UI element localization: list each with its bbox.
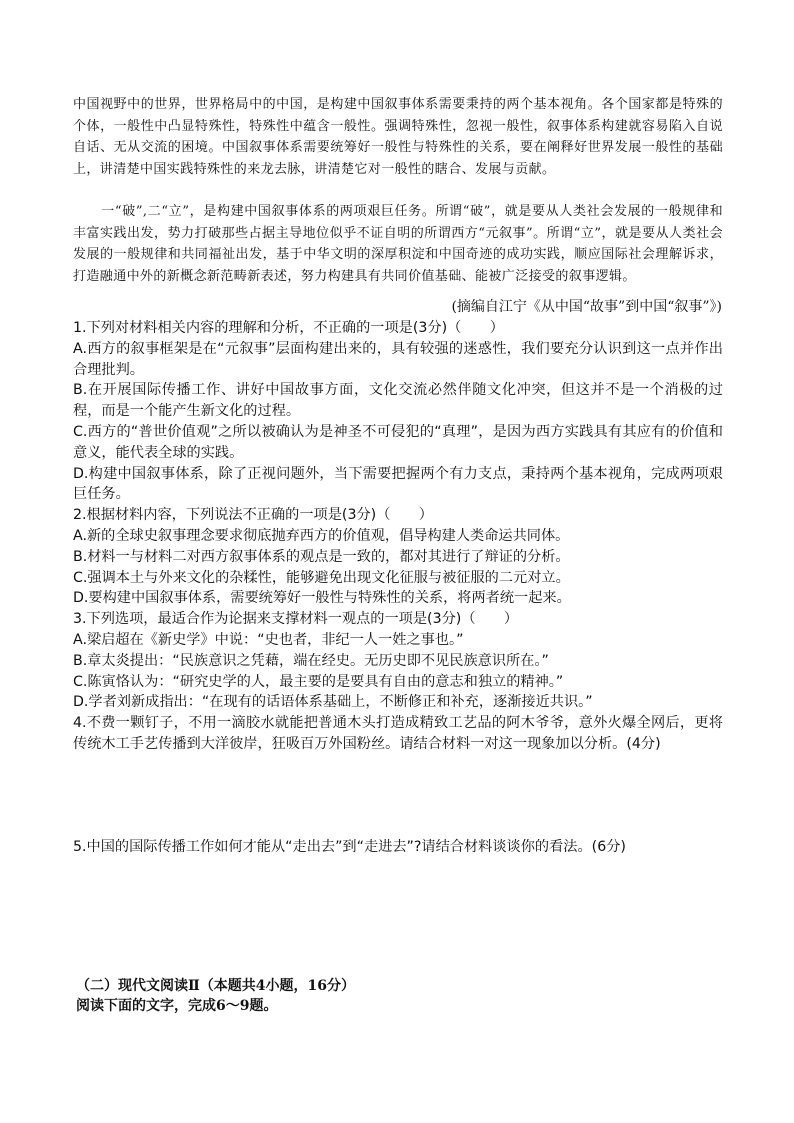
question-4: 4.不费一颗钉子，不用一滴胶水就能把普通木头打造成精致工艺品的阿木爷爷，意外火爆全网后，更将传统木工手艺传播到大洋彼岸，狂吸百万外国粉丝。请结合材料一对这一现象加以分析。(4分) — [73, 715, 723, 752]
section-title: （二）现代文阅读Ⅱ（本题共4小题，16分） — [76, 978, 356, 994]
question-1-stem: 1.下列对材料相关内容的理解和分析，不正确的一项是(3分)（ ） — [73, 320, 504, 336]
question-3-stem: 3.下列选项，最适合作为论据来支撑材料一观点的一项是(3分)（ ） — [73, 611, 519, 628]
question-1-option-b: B.在开展国际传播工作、讲好中国故事方面，文化交流必然伴随文化冲突，但这并不是一个消极的过程，而是一个能产生新文化的过程。 — [73, 382, 723, 420]
question-5: 5.中国的国际传播工作如何才能从“走出去”到“走进去”?请结合材料谈谈你的看法。(6分) — [73, 839, 626, 855]
question-3-option-d: D.学者刘新成指出：“在现有的话语体系基础上，不断修正和补充，逐渐接近共识。” — [73, 694, 593, 711]
source-citation: (摘编自江宁《从中国“故事”到中国“叙事”》) — [451, 299, 722, 315]
passage-paragraph-2 — [73, 201, 723, 287]
question-list — [73, 318, 723, 755]
section-instruction: 阅读下面的文字，完成6～9题。 — [76, 998, 278, 1014]
question-2-option-d: D.要构建中国叙事体系，需要统筹好一般性与特殊性的关系，将两者统一起来。 — [73, 590, 571, 607]
question-2-stem: 2.根据材料内容，下列说法不正确的一项是(3分)（ ） — [73, 507, 433, 524]
question-1-option-c: C.西方的“普世价值观”之所以被确认为是神圣不可侵犯的“真理”，是因为西方实践具有其应有的价值和意义，能代表全球的实践。 — [73, 423, 723, 461]
question-2-option-c: C.强调本土与外来文化的杂糅性，能够避免出现文化征服与被征服的二元对立。 — [73, 569, 570, 586]
question-3-option-c: C.陈寅恪认为：“研究史学的人，最主要的是要具有自由的意志和独立的精神。” — [73, 673, 564, 690]
section-heading — [76, 976, 726, 1016]
question-3-option-b: B.章太炎提出：“民族意识之凭藉，端在经史。无历史即不见民族意识所在。” — [73, 652, 549, 669]
question-3-option-a: A.梁启超在《新史学》中说：“史也者，非纪一人一姓之事也。” — [73, 631, 464, 648]
question-2-option-b: B.材料一与材料二对西方叙事体系的观点是一致的，都对其进行了辩证的分析。 — [73, 548, 570, 565]
question-1-option-a: A.西方的叙事框架是在“元叙事”层面构建出来的，具有较强的迷惑性，我们要充分认识到这一点并作出合理批判。 — [73, 340, 723, 378]
question-1-option-d: D.构建中国叙事体系，除了正视问题外，当下需要把握两个有力支点，秉持两个基本视角，完成两项艰巨任务。 — [73, 465, 723, 503]
paragraph-2-text: 一“破”,二“立”，是构建中国叙事体系的两项艰巨任务。所谓“破”，就是要从人类社会发展的一般规律和丰富实践出发，势力打破那些占据主导地位似乎不证自明的所谓西方“元叙事”。所谓“立”，就是要从人类社会发展的一般规律和共同福祉出发，基于中华文明的深厚积淀和中国奇迹的成功实践，顺应国际社会理解诉求，打造融通中外的新概念新范畴新表述，努力构建具有共同价值基础、能被广泛接受的叙事逻辑。 — [73, 204, 723, 284]
passage-paragraph-1: 中国视野中的世界，世界格局中的中国，是构建中国叙事体系需要秉持的两个基本视角。各个国家都是特殊的个体，一般性中凸显特殊性，特殊性中蕴含一般性。强调特殊性，忽视一般性，叙事体系构建就容易陷入自说自话、无从交流的困境。中国叙事体系需要统筹好一般性与特殊性的关系，要在阐释好世界发展一般性的基础上，讲清楚中国实践特殊性的来龙去脉，讲清楚它对一般性的瞎合、发展与贡献。 — [73, 97, 723, 177]
question-2-option-a: A.新的全球史叙事理念要求彻底抛弃西方的价值观，倡导构建人类命运共同体。 — [73, 527, 570, 544]
